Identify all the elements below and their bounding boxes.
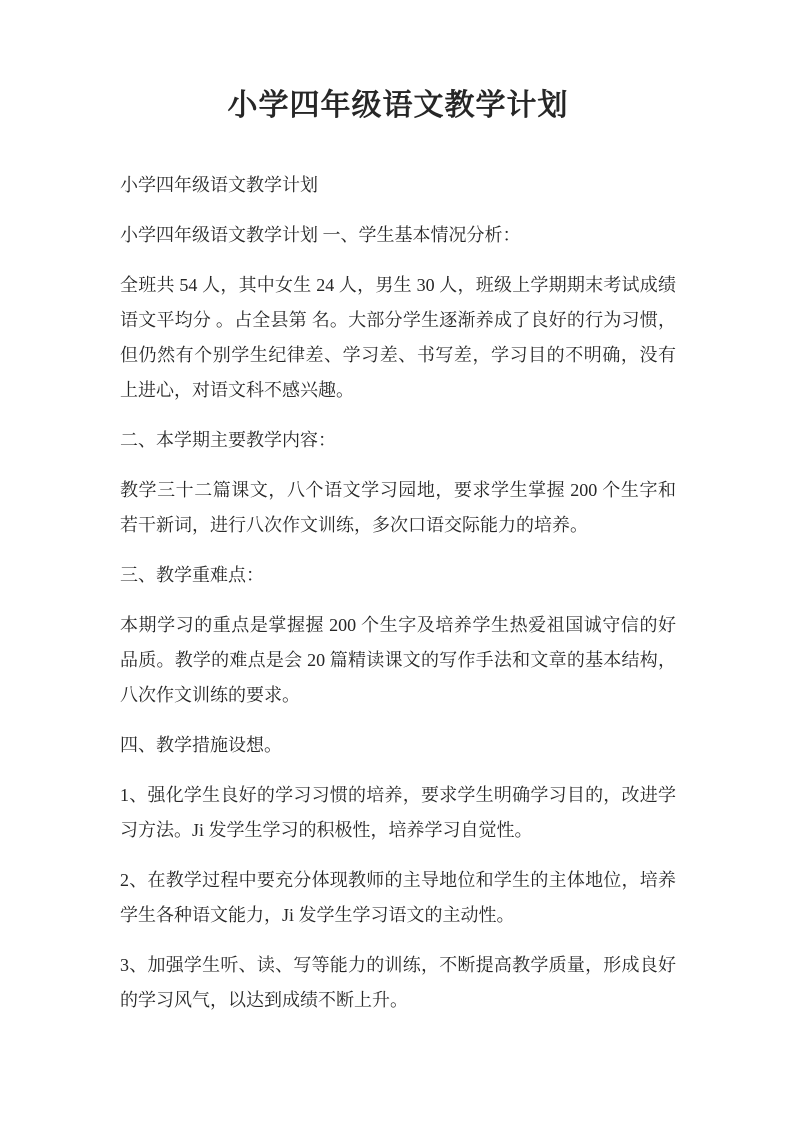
paragraph-section-4-heading: 四、教学措施设想。 <box>120 735 282 755</box>
paragraph-measure-3: 3、加强学生听、读、写等能力的训练，不断提高教学质量，形成良好的学习风气，以达到成绩不断上升。 <box>120 955 676 1010</box>
paragraph-subtitle: 小学四年级语文教学计划 <box>120 175 318 195</box>
document-content <box>120 86 676 1033</box>
paragraph-section-1-body: 全班共 54 人，其中女生 24 人，男生 30 人，班级上学期期末考试成绩语文平均分 。占全县第 名。大部分学生逐渐养成了良好的行为习惯，但仍然有个别学生纪律差、学习差、书写差，学习目的不明确，没有上进心，对语文科不感兴趣。 <box>120 275 676 400</box>
paragraph-section-1-heading: 小学四年级语文教学计划 一、学生基本情况分析： <box>120 225 521 245</box>
paragraph-measure-2: 2、在教学过程中要充分体现教师的主导地位和学生的主体地位，培养学生各种语文能力，Ji 发学生学习语文的主动性。 <box>120 870 676 925</box>
paragraph-section-3-body: 本期学习的重点是掌握握 200 个生字及培养学生热爱祖国诚守信的好品质。教学的难点是会 20 篇精读课文的写作手法和文章的基本结构，八次作文训练的要求。 <box>120 615 676 705</box>
paragraph-measure-1: 1、强化学生良好的学习习惯的培养，要求学生明确学习目的，改进学习方法。Ji 发学生学习的积极性，培养学习自觉性。 <box>120 785 676 840</box>
page-title: 小学四年级语文教学计划 <box>227 89 569 122</box>
paragraph-section-2-body: 教学三十二篇课文，八个语文学习园地，要求学生掌握 200 个生字和若干新词，进行八次作文训练，多次口语交际能力的培养。 <box>120 480 676 535</box>
paragraph-section-2-heading: 二、本学期主要教学内容： <box>120 430 336 450</box>
paragraph-section-3-heading: 三、教学重难点： <box>120 565 264 585</box>
